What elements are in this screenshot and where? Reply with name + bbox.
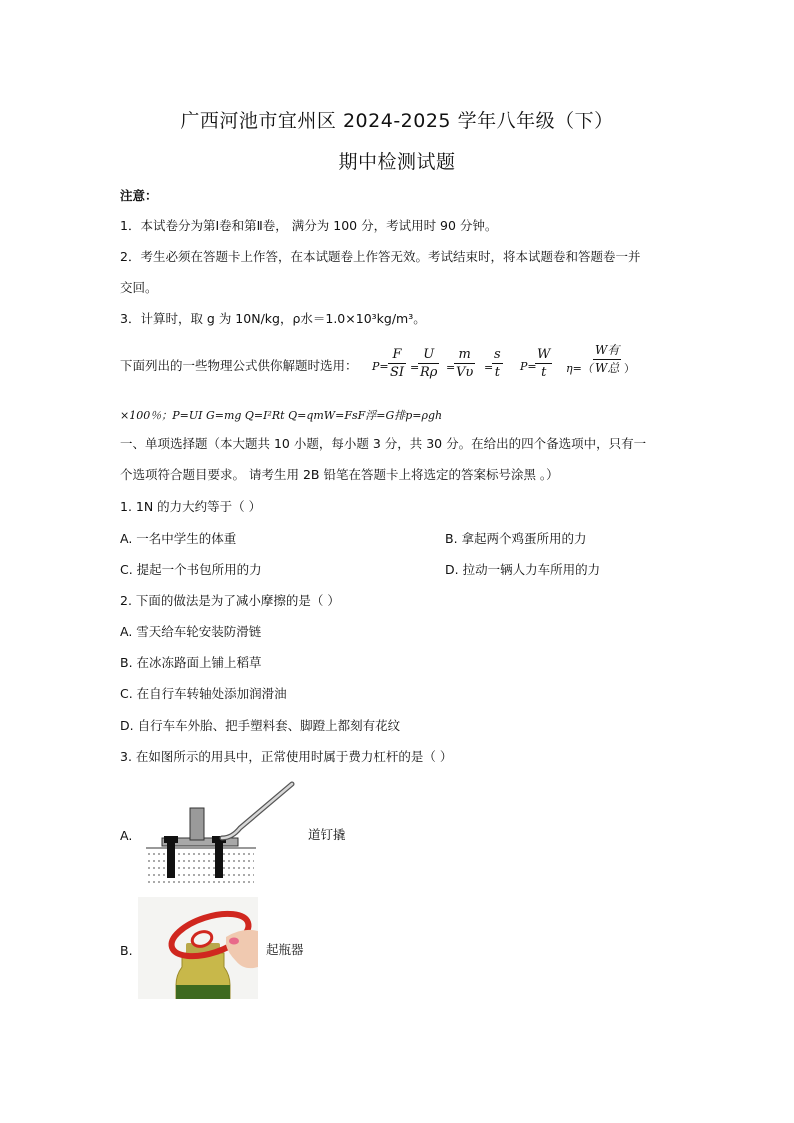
fraction-denominator: SI — [390, 365, 405, 380]
section1-instructions-1: 一、单项选择题（本大题共 10 小题，每小题 3 分，共 30 分。在给出的四个备选项中，只有一 — [120, 436, 647, 451]
equals-sign: = — [484, 361, 494, 374]
fraction-numerator: s — [494, 347, 501, 362]
q3-option-a-caption: 道钉撬 — [308, 827, 346, 842]
q2-stem: 2. 下面的做法是为了减小摩擦的是（ ） — [120, 593, 340, 608]
q2-option-b: B. 在冰冻路面上铺上稻草 — [120, 655, 262, 670]
q1-option-c: C. 提起一个书包所用的力 — [120, 562, 262, 577]
q2-option-c: C. 在自行车转轴处添加润滑油 — [120, 686, 287, 701]
formula-fraction-u-rrho — [418, 346, 439, 381]
formula-fraction-efficiency — [593, 342, 621, 377]
fraction-denominator: t — [541, 365, 547, 380]
formula-fraction-f-si — [388, 346, 406, 381]
formula-line-2: ×100％；P=UI G=mg Q=I²Rt Q=qmW=FsF浮=G排p=ρgh — [120, 409, 443, 422]
fraction-numerator: W有 — [593, 342, 621, 360]
fraction-numerator: F — [388, 346, 406, 364]
rail-spike-crowbar-figure — [140, 778, 300, 890]
q1-option-d: D. 拉动一辆人力车所用的力 — [445, 562, 601, 577]
exam-subtitle: 期中检测试题 — [338, 151, 456, 173]
notes-label: 注意： — [120, 188, 158, 203]
fraction-numerator: m — [454, 346, 475, 364]
formula-p-equals: P= — [372, 360, 389, 373]
formula-fraction-s-t — [492, 346, 503, 381]
equals-sign: = — [446, 361, 456, 374]
section1-instructions-2: 个选项符合题目要求。 请考生用 2B 铅笔在答题卡上将选定的答案标号涂黑 。） — [120, 467, 559, 482]
fraction-denominator: Rρ — [420, 365, 438, 380]
fraction-numerator: U — [418, 346, 439, 364]
q3-option-b-caption: 起瓶器 — [266, 942, 304, 957]
formula-intro: 下面列出的一些物理公式供你解题时选用： — [120, 358, 358, 373]
q3-stem: 3. 在如图所示的用具中，正常使用时属于费力杠杆的是（ ） — [120, 749, 453, 764]
fraction-numerator: W — [537, 347, 551, 362]
q2-option-a: A. 雪天给车轮安装防滑链 — [120, 624, 262, 639]
q3-option-a-label: A. — [120, 828, 133, 843]
q3-option-b-label: B. — [120, 943, 133, 958]
bottle-opener-photo — [138, 897, 258, 999]
note-2a: 2．考生必须在答题卡上作答，在本试题卷上作答无效。考试结束时，将本试题卷和答题卷一并 — [120, 249, 641, 264]
q2-option-d: D. 自行车车外胎、把手塑料套、脚蹬上都刻有花纹 — [120, 718, 401, 733]
q1-stem: 1. 1N 的力大约等于（ ） — [120, 499, 262, 514]
formula-eta-equals: η=（ — [566, 362, 593, 375]
fraction-denominator: Vυ — [456, 365, 474, 380]
equals-sign: = — [410, 361, 420, 374]
fraction-denominator: W总 — [595, 361, 620, 375]
q1-option-b: B. 拿起两个鸡蛋所用的力 — [445, 531, 587, 546]
formula-fraction-w-t — [535, 346, 552, 381]
note-3: 3．计算时，取 g 为 10N/kg，ρ水＝1.0×10³kg/m³。 — [120, 311, 426, 326]
exam-title: 广西河池市宜州区 2024-2025 学年八年级（下） — [180, 110, 614, 132]
note-1: 1．本试卷分为第Ⅰ卷和第Ⅱ卷， 满分为 100 分，考试用时 90 分钟。 — [120, 218, 498, 233]
fraction-denominator: t — [494, 365, 500, 380]
note-2b: 交回。 — [120, 280, 158, 295]
formula-fraction-m-vv — [454, 346, 475, 381]
formula-close-paren: ） — [624, 362, 635, 375]
formula-p2-equals: P= — [520, 360, 537, 373]
q1-option-a: A. 一名中学生的体重 — [120, 531, 237, 546]
